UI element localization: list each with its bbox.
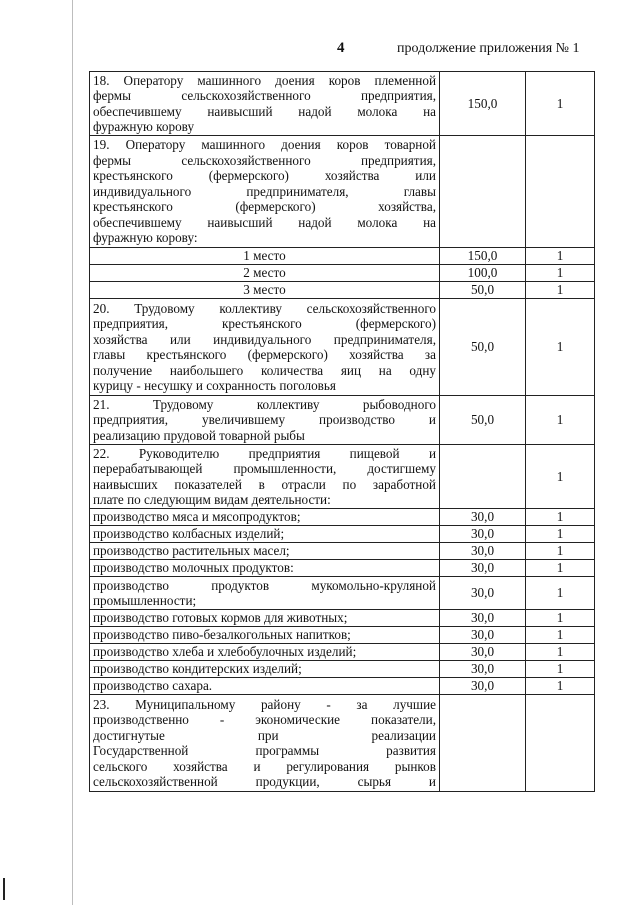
table-row <box>90 627 595 644</box>
activity-label: производство мяса и мясопродуктов; <box>90 509 440 526</box>
activity-label: производство пиво-безалкогольных напитков; <box>90 627 440 644</box>
awards-table <box>89 71 595 792</box>
count-cell: 1 <box>526 526 595 543</box>
amount-cell: 30,0 <box>440 678 526 695</box>
table-row <box>90 136 595 248</box>
page-margin-line <box>72 0 73 905</box>
count-cell: 1 <box>526 678 595 695</box>
count-cell: 1 <box>526 509 595 526</box>
activity-label: производство готовых кормов для животных; <box>90 610 440 627</box>
activity-label: производство молочных продуктов: <box>90 560 440 577</box>
amount-cell: 30,0 <box>440 610 526 627</box>
count-cell <box>526 136 595 248</box>
table-row <box>90 661 595 678</box>
count-cell: 1 <box>526 627 595 644</box>
activity-label: производство хлеба и хлебобулочных изделий; <box>90 644 440 661</box>
place-label: 2 место <box>90 265 440 282</box>
description-cell: 23. Муниципальному району - за лучшие производственно - экономические показатели, достигнутые при реализации Государственной программы развития сельского хозяйства и регулирования рынков сельскохозяйственной продукции, сырья и <box>90 695 440 792</box>
count-cell: 1 <box>526 644 595 661</box>
amount-cell: 30,0 <box>440 560 526 577</box>
table-row <box>90 509 595 526</box>
amount-cell: 150,0 <box>440 72 526 136</box>
table-row <box>90 678 595 695</box>
description-cell: 19. Оператору машинного доения коров товарной фермы сельскохозяйственного предприятия, крестьянского (фермерского) хозяйства или индивидуального предпринимателя, главы крестьянского (фермерского) хозяйства, обеспечившему наивысший надой молока на фуражную корову: <box>90 136 440 248</box>
table-row <box>90 248 595 265</box>
table-row <box>90 577 595 610</box>
place-label: 1 место <box>90 248 440 265</box>
activity-label: производство колбасных изделий; <box>90 526 440 543</box>
description-cell: 20. Трудовому коллективу сельскохозяйственного предприятия, крестьянского (фермерского) хозяйства или индивидуального предпринимателя, главы крестьянского (фермерского) хозяйства за получение наибольшего количества яиц на одну курицу - несушку и сохранность поголовья <box>90 299 440 396</box>
table-row <box>90 265 595 282</box>
count-cell: 1 <box>526 396 595 445</box>
table-row <box>90 543 595 560</box>
amount-cell: 30,0 <box>440 509 526 526</box>
count-cell: 1 <box>526 72 595 136</box>
scan-edge-mark <box>3 878 5 900</box>
amount-cell: 150,0 <box>440 248 526 265</box>
count-cell <box>526 695 595 792</box>
amount-cell: 30,0 <box>440 644 526 661</box>
amount-cell: 100,0 <box>440 265 526 282</box>
count-cell: 1 <box>526 248 595 265</box>
amount-cell: 50,0 <box>440 396 526 445</box>
count-cell: 1 <box>526 282 595 299</box>
count-cell: 1 <box>526 445 595 509</box>
table-row <box>90 282 595 299</box>
count-cell: 1 <box>526 661 595 678</box>
amount-cell: 50,0 <box>440 282 526 299</box>
description-cell: 18. Оператору машинного доения коров племенной фермы сельскохозяйственного предприятия, обеспечившему наивысший надой молока на фуражную корову <box>90 72 440 136</box>
amount-cell: 30,0 <box>440 627 526 644</box>
table-row <box>90 526 595 543</box>
count-cell: 1 <box>526 610 595 627</box>
table-row <box>90 610 595 627</box>
amount-cell: 50,0 <box>440 299 526 396</box>
count-cell: 1 <box>526 543 595 560</box>
count-cell: 1 <box>526 577 595 610</box>
amount-cell: 30,0 <box>440 577 526 610</box>
amount-cell <box>440 445 526 509</box>
table-row <box>90 695 595 792</box>
page-number: 4 <box>337 40 345 56</box>
table-row <box>90 644 595 661</box>
count-cell: 1 <box>526 560 595 577</box>
place-label: 3 место <box>90 282 440 299</box>
description-cell: 22. Руководителю предприятия пищевой и перерабатывающей промышленности, достигшему наивысших показателей в отрасли по заработной плате по следующим видам деятельности: <box>90 445 440 509</box>
table-row <box>90 560 595 577</box>
description-cell: производство продуктов мукомольно-круляной промышленности; <box>90 577 440 610</box>
description-cell: 21. Трудовому коллективу рыбоводного предприятия, увеличившему производство и реализацию прудовой товарной рыбы <box>90 396 440 445</box>
activity-label: производство сахара. <box>90 678 440 695</box>
activity-label: производство кондитерских изделий; <box>90 661 440 678</box>
count-cell: 1 <box>526 299 595 396</box>
table-row <box>90 299 595 396</box>
amount-cell <box>440 695 526 792</box>
table-row <box>90 72 595 136</box>
amount-cell: 30,0 <box>440 526 526 543</box>
amount-cell <box>440 136 526 248</box>
appendix-header: продолжение приложения № 1 <box>397 41 580 56</box>
table-row <box>90 445 595 509</box>
table-row <box>90 396 595 445</box>
activity-label: производство растительных масел; <box>90 543 440 560</box>
amount-cell: 30,0 <box>440 543 526 560</box>
count-cell: 1 <box>526 265 595 282</box>
amount-cell: 30,0 <box>440 661 526 678</box>
